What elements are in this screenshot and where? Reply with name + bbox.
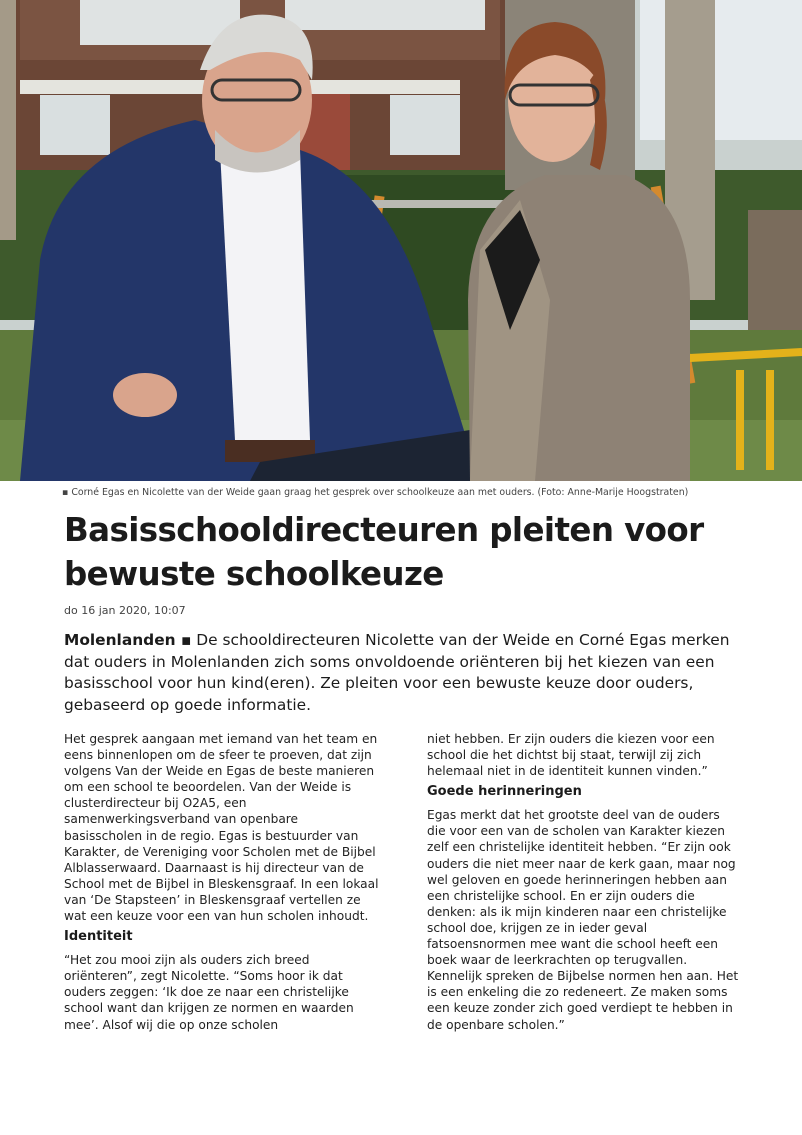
section-heading-goede-herinneringen: Goede herinneringen xyxy=(427,784,582,800)
paragraph: niet hebben. Er zijn ouders die kiezen voor een school die het dichtst bij staat, terwijl zij zich helemaal niet in de identiteit kunnen vinden.” xyxy=(427,732,715,779)
paragraph: Egas merkt dat het grootste deel van de ouders die voor een van de scholen van Karakter kiezen zelf een christelijke identiteit hebben. “Er zijn ook ouders die niet meer naar de kerk gaan, maar nog wel geloven en goede herinneringen hebben aan een christelijke school. En er zijn ouders die denken: als ik mijn kinderen naar een christelijke school doe, krijgen ze in ieder geval fatsoensnormen mee want die school heeft een boek waar de leerkrachten op terugvallen. Kennelijk spreken de Bijbelse normen hen aan. Het is een enkeling die zo redeneert. Ze maken soms een keuze zonder zich goed verdiept te hebben in de openbare scholen.” xyxy=(427,808,739,1032)
paragraph: “Het zou mooi zijn als ouders zich breed oriënteren”, zegt Nicolette. “Soms hoor ik dat ouders zeggen: ‘Ik doe ze naar een christelijke school want dan krijgen ze normen en waarden mee’. Alsof wij die op onze scholen xyxy=(64,953,354,1032)
article-column-left xyxy=(64,731,379,1037)
photo-caption: ▪ Corné Egas en Nicolette van der Weide gaan graag het gesprek over schoolkeuze aan met ouders. (Foto: Anne-Marije Hoogstraten) xyxy=(62,487,689,498)
article-photo xyxy=(0,0,802,481)
article-lead xyxy=(64,630,754,716)
paragraph: Het gesprek aangaan met iemand van het team en eens binnenlopen om de sfeer te proeven, dat zijn volgens Van der Weide en Egas de beste manieren om een school te beoordelen. Van der Weide is clusterdirecteur bij O2A5, een samenwerkingsverband van openbare basisscholen in de regio. Egas is bestuurder van Karakter, de Vereniging voor Scholen met de Bijbel Alblasserwaard. Daarnaast is hij directeur van de School met de Bijbel in Bleskensgraaf. In een lokaal van ‘De Stapsteen’ in Bleskensgraaf vertellen ze wat een keuze voor een van hun scholen inhoudt. xyxy=(64,732,379,924)
lead-location: Molenlanden ▪ xyxy=(64,631,192,649)
section-heading-identiteit: Identiteit xyxy=(64,929,133,945)
article-column-right xyxy=(427,731,742,1037)
publish-date: do 16 jan 2020, 10:07 xyxy=(64,604,186,617)
article-headline: Basisschooldirecteuren pleiten voor bewuste schoolkeuze xyxy=(64,511,704,593)
lead-text: De schooldirecteuren Nicolette van der Weide en Corné Egas merken dat ouders in Molenlanden zich soms onvoldoende oriënteren bij het kiezen van een basisschool voor hun kind(eren). Ze pleiten voor een bewuste keuze door ouders, gebaseerd op goede informatie. xyxy=(64,631,730,714)
